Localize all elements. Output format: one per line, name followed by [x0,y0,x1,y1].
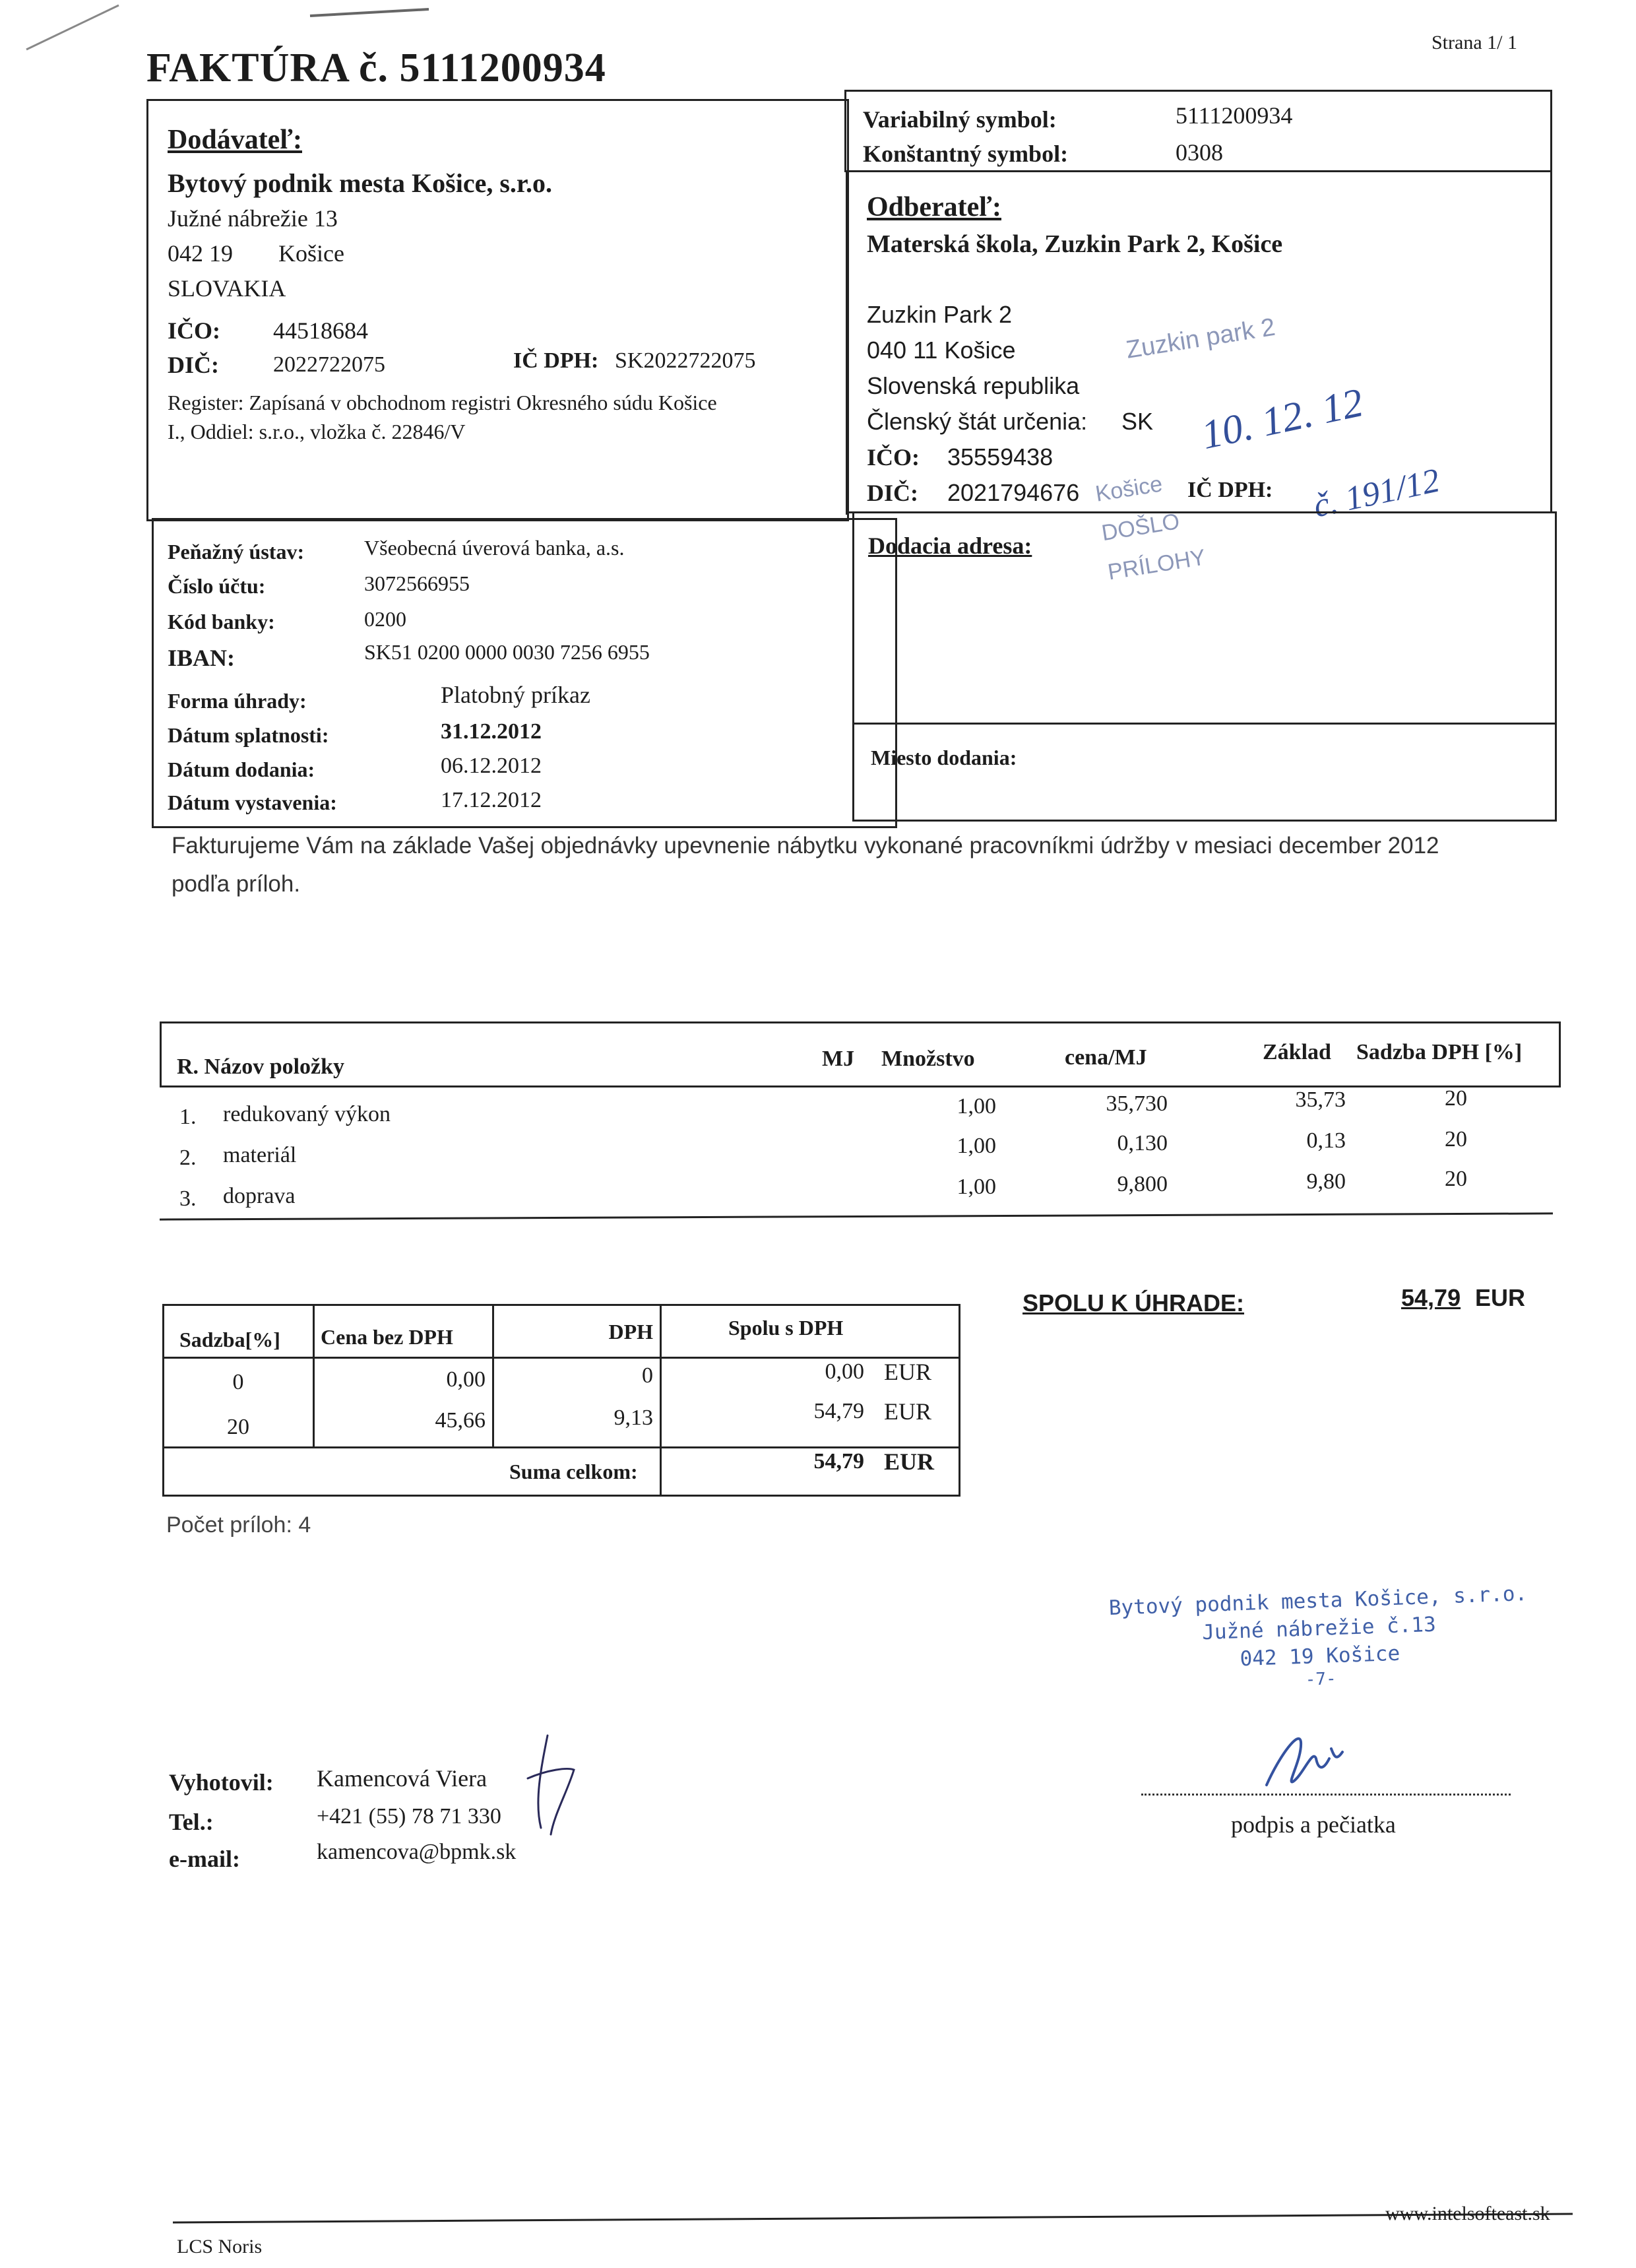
item-3-price: 9,800 [1117,1172,1168,1196]
description-line1: Fakturujeme Vám na základe Vašej objednávky upevnenie nábytku vykonané pracovníkmi údržby v mesiaci december 2012 [172,833,1439,859]
delivery-address-label: Dodacia adresa: [868,533,1032,559]
customer-dic: 2021794676 [947,479,1080,506]
vat-header-net: Cena bez DPH [321,1325,453,1349]
customer-dic-label: DIČ: [867,480,918,506]
constant-symbol-label: Konštantný symbol: [863,141,1069,167]
customer-country: Slovenská republika [867,372,1080,399]
variable-symbol-label: Variabilný symbol: [863,106,1057,133]
vat-sum: 54,79 [813,1449,864,1474]
supplier-register-line2: I., Oddiel: s.r.o., vložka č. 22846/V [168,420,466,443]
received-stamp-line1: Zuzkin park 2 [1124,313,1277,364]
bank-code: 0200 [364,607,406,631]
items-header-qty: Množstvo [881,1047,975,1071]
received-stamp-line4: PRÍLOHY [1106,544,1208,585]
items-header-unit: MJ [822,1047,855,1071]
supplier-ico: 44518684 [273,317,368,344]
customer-name: Materská škola, Zuzkin Park 2, Košice [867,230,1283,258]
item-2-rate: 20 [1445,1127,1467,1151]
bank-account: 3072566955 [364,571,470,595]
customer-heading: Odberateľ: [867,192,1001,222]
item-2-qty: 1,00 [957,1134,996,1158]
item-3-qty: 1,00 [957,1175,996,1199]
supplier-country: SLOVAKIA [168,275,286,302]
supplier-register-line1: Register: Zapísaná v obchodnom registri Okresného súdu Košice [168,391,717,414]
vat-row1-total: 0,00 [825,1359,864,1384]
supplier-zip: 042 19 [168,240,233,267]
tel-label: Tel.: [169,1809,214,1835]
received-number: č. 191/12 [1310,461,1443,525]
items-header-rate: Sadzba DPH [%] [1356,1040,1523,1064]
issue-date: 17.12.2012 [441,788,542,812]
supplier-name: Bytový podnik mesta Košice, s.r.o. [168,168,553,198]
item-2-no: 2. [179,1146,197,1170]
customer-icdph-label: IČ DPH: [1187,478,1273,502]
member-state: SK [1121,408,1154,435]
due-date: 31.12.2012 [441,719,542,744]
invoice-title: FAKTÚRA č. 5111200934 [146,46,606,90]
signature-caption: podpis a pečiatka [1231,1811,1396,1838]
vat-row2-total: 54,79 [813,1399,864,1423]
vat-sum-label: Suma celkom: [509,1460,638,1483]
due-date-label: Dátum splatnosti: [168,723,329,747]
vat-sum-rule [162,1446,960,1448]
supplier-ico-label: IČO: [168,317,220,344]
issue-date-label: Dátum vystavenia: [168,791,337,814]
supplier-icdph-label: IČ DPH: [513,348,599,373]
item-1-qty: 1,00 [957,1094,996,1118]
supplier-dic-label: DIČ: [168,352,219,378]
iban: SK51 0200 0000 0030 7256 6955 [364,640,650,664]
delivery-place-label: Miesto dodania: [871,746,1017,769]
vat-col1-rule [313,1305,315,1448]
customer-box-right [1550,170,1552,513]
vat-row2-currency: EUR [884,1398,931,1425]
supplier-city: Košice [278,240,344,267]
item-1-base: 35,73 [1295,1087,1346,1112]
customer-box-left [846,170,848,515]
items-header-name: R. Názov položky [177,1054,345,1079]
payment-method: Platobný príkaz [441,682,590,708]
supplier-street: Južné nábrežie 13 [168,205,338,232]
issued-by: Kamencová Viera [317,1765,488,1792]
item-2-name: materiál [223,1143,297,1167]
item-1-no: 1. [179,1105,197,1129]
customer-ico-label: IČO: [867,444,920,470]
items-bottom-rule [160,1212,1553,1220]
footer-right: www.intelsofteast.sk [1385,2203,1550,2224]
vat-row1-vat: 0 [642,1363,653,1388]
constant-symbol: 0308 [1176,139,1223,166]
email: kamencova@bpmk.sk [317,1840,517,1864]
vat-header-total: Spolu s DPH [728,1316,844,1340]
attachments-count: Počet príloh: 4 [166,1512,311,1538]
vat-row2-vat: 9,13 [614,1406,653,1430]
item-3-no: 3. [179,1186,197,1211]
vat-col3-rule [660,1305,662,1495]
vat-header-rate: Sadzba[%] [179,1328,280,1351]
item-3-name: doprava [223,1184,296,1208]
company-stamp [1087,1581,1552,1697]
customer-ico: 35559438 [947,443,1054,470]
company-stamp-line4: -7- [1305,1669,1337,1690]
company-stamp-line1: Bytový podnik mesta Košice, s.r.o. [1108,1581,1528,1621]
description-line2: podľa príloh. [172,871,301,897]
items-header-box [160,1021,1561,1087]
approver-signature [1253,1722,1359,1795]
vat-row2-net: 45,66 [435,1408,486,1433]
item-3-base: 9,80 [1306,1169,1346,1194]
total-due-amount: 54,79 [1401,1284,1461,1311]
vat-header-rule [162,1357,960,1359]
vat-row1-rate: 0 [232,1370,244,1394]
received-stamp-line3: DOŠLO [1100,508,1181,546]
footer-rule [173,2213,1573,2224]
received-stamp-line2: Košice [1093,471,1164,507]
item-2-price: 0,130 [1117,1131,1168,1155]
issued-by-label: Vyhotovil: [169,1769,274,1796]
bank-institution: Všeobecná úverová banka, a.s. [364,536,625,560]
item-1-rate: 20 [1445,1086,1467,1111]
items-header-base: Základ [1263,1040,1331,1064]
supplier-dic: 2022722075 [273,352,385,377]
received-date: 10. 12. 12 [1197,379,1368,459]
iban-label: IBAN: [168,645,236,671]
variable-symbol: 5111200934 [1176,102,1293,129]
vat-row1-net: 0,00 [446,1367,486,1392]
delivery-divider [852,723,1557,725]
total-due-label: SPOLU K ÚHRADE: [1022,1289,1245,1316]
vat-row2-rate: 20 [227,1415,249,1439]
bank-code-label: Kód banky: [168,610,275,633]
company-stamp-line3: 042 19 Košice [1240,1641,1400,1671]
page-number: Strana 1/ 1 [1432,32,1517,53]
customer-city: 040 11 Košice [867,337,1016,364]
issuer-signature [521,1729,594,1841]
signature-line [1141,1794,1511,1796]
item-1-name: redukovaný výkon [223,1102,391,1126]
vat-sum-currency: EUR [884,1448,935,1475]
bank-institution-label: Peňažný ústav: [168,540,305,564]
company-stamp-line2: Južné nábrežie č.13 [1201,1612,1437,1645]
payment-method-label: Forma úhrady: [168,689,307,713]
bank-account-label: Číslo účtu: [168,574,266,598]
item-3-rate: 20 [1445,1167,1467,1191]
supplier-icdph: SK2022722075 [615,348,756,373]
item-1-price: 35,730 [1106,1091,1168,1116]
tel: +421 (55) 78 71 330 [317,1804,501,1829]
vat-header-vat: DPH [608,1320,653,1344]
footer-left: LCS Noris [177,2236,263,2257]
delivery-date-label: Dátum dodania: [168,758,315,781]
vat-row1-currency: EUR [884,1359,931,1385]
supplier-heading: Dodávateľ: [168,125,302,155]
supplier-box [146,99,849,521]
member-state-label: Členský štát určenia: [867,408,1088,435]
total-due-currency: EUR [1475,1284,1526,1311]
email-label: e-mail: [169,1846,240,1872]
customer-street: Zuzkin Park 2 [867,301,1013,328]
vat-col2-rule [492,1305,494,1448]
item-2-base: 0,13 [1306,1128,1346,1153]
delivery-date: 06.12.2012 [441,754,542,778]
items-header-price: cena/MJ [1065,1045,1147,1070]
